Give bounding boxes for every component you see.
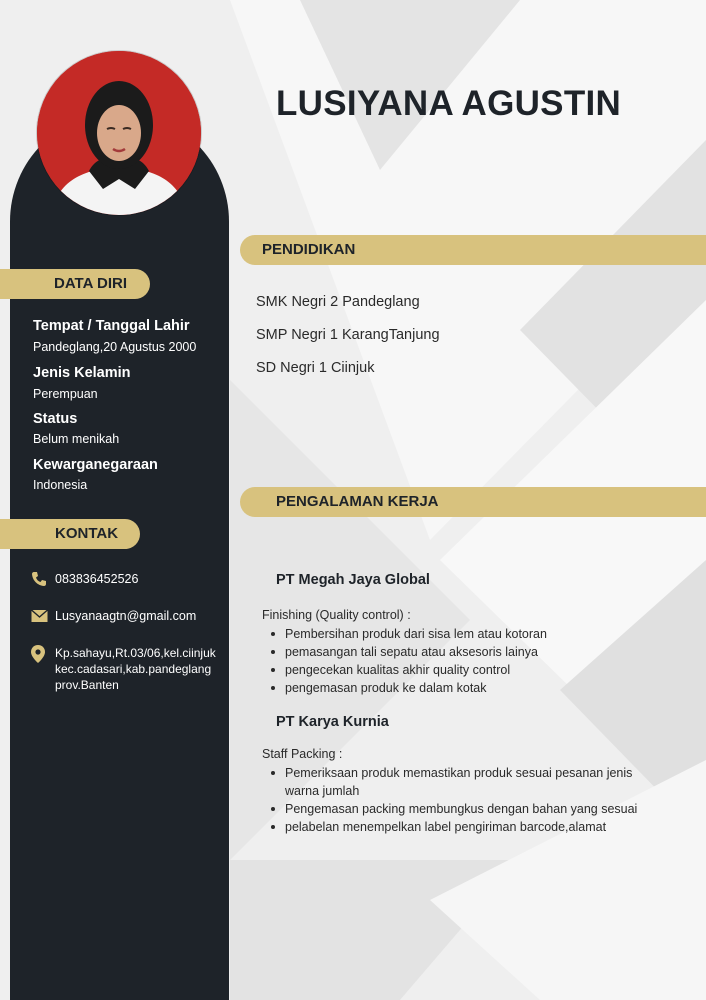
company-name: PT Karya Kurnia: [276, 714, 389, 730]
job-role: Finishing (Quality control) :: [262, 608, 411, 622]
person-name: LUSIYANA AGUSTIN: [276, 84, 622, 123]
citizenship-label: Kewarganegaraan: [33, 457, 158, 473]
status-value: Belum menikah: [33, 432, 120, 446]
education-item: SMP Negri 1 KarangTanjung: [256, 327, 440, 343]
duty-list: [268, 764, 637, 836]
education-item: SD Negri 1 Ciinjuk: [256, 360, 375, 376]
address-line: kec.cadasari,kab.pandeglang: [55, 662, 212, 676]
sidebar-panel: [10, 112, 229, 1000]
status-label: Status: [33, 411, 78, 427]
duty-item: [268, 764, 637, 800]
duty-list: [268, 625, 547, 697]
birth-label: Tempat / Tanggal Lahir: [33, 318, 190, 334]
pendidikan-heading: PENDIDIKAN: [240, 235, 706, 265]
address-line: prov.Banten: [55, 678, 119, 692]
birth-value: Pandeglang,20 Agustus 2000: [33, 340, 197, 354]
gender-value: Perempuan: [33, 387, 98, 401]
data-diri-heading: DATA DIRI: [0, 269, 150, 299]
duty-item: pengemasan produk ke dalam kotak: [268, 679, 547, 697]
kontak-heading: KONTAK: [0, 519, 140, 549]
location-pin-icon: [31, 645, 45, 663]
phone-row[interactable]: [31, 571, 138, 587]
address-row: [31, 645, 216, 693]
phone-number: 083836452526: [55, 572, 139, 586]
job-role: Staff Packing :: [262, 747, 343, 761]
email-row[interactable]: [31, 608, 196, 624]
gender-label: Jenis Kelamin: [33, 365, 131, 381]
address-text: [55, 645, 216, 693]
mail-icon: [31, 609, 48, 623]
address-line: Kp.sahayu,Rt.03/06,kel.ciinjuk: [55, 646, 216, 660]
duty-item: Pembersihan produk dari sisa lem atau kotoran: [268, 625, 547, 643]
pengalaman-heading: PENGALAMAN KERJA: [240, 487, 706, 517]
citizenship-value: Indonesia: [33, 478, 88, 492]
duty-item: Pengemasan packing membungkus dengan bahan yang sesuai: [268, 800, 637, 818]
duty-item: pengecekan kualitas akhir quality control: [268, 661, 547, 679]
email-address: Lusyanaagtn@gmail.com: [55, 609, 197, 623]
duty-item: pemasangan tali sepatu atau aksesoris lainya: [268, 643, 547, 661]
education-item: SMK Negri 2 Pandeglang: [256, 294, 420, 310]
phone-icon: [31, 571, 47, 587]
profile-photo: [37, 51, 201, 215]
duty-text: Pemeriksaan produk memastikan produk sesuai pesanan jenis: [285, 766, 633, 780]
duty-item: pelabelan menempelkan label pengiriman barcode,alamat: [268, 818, 637, 836]
company-name: PT Megah Jaya Global: [276, 572, 430, 588]
duty-text-continued: warna jumlah: [285, 784, 360, 798]
